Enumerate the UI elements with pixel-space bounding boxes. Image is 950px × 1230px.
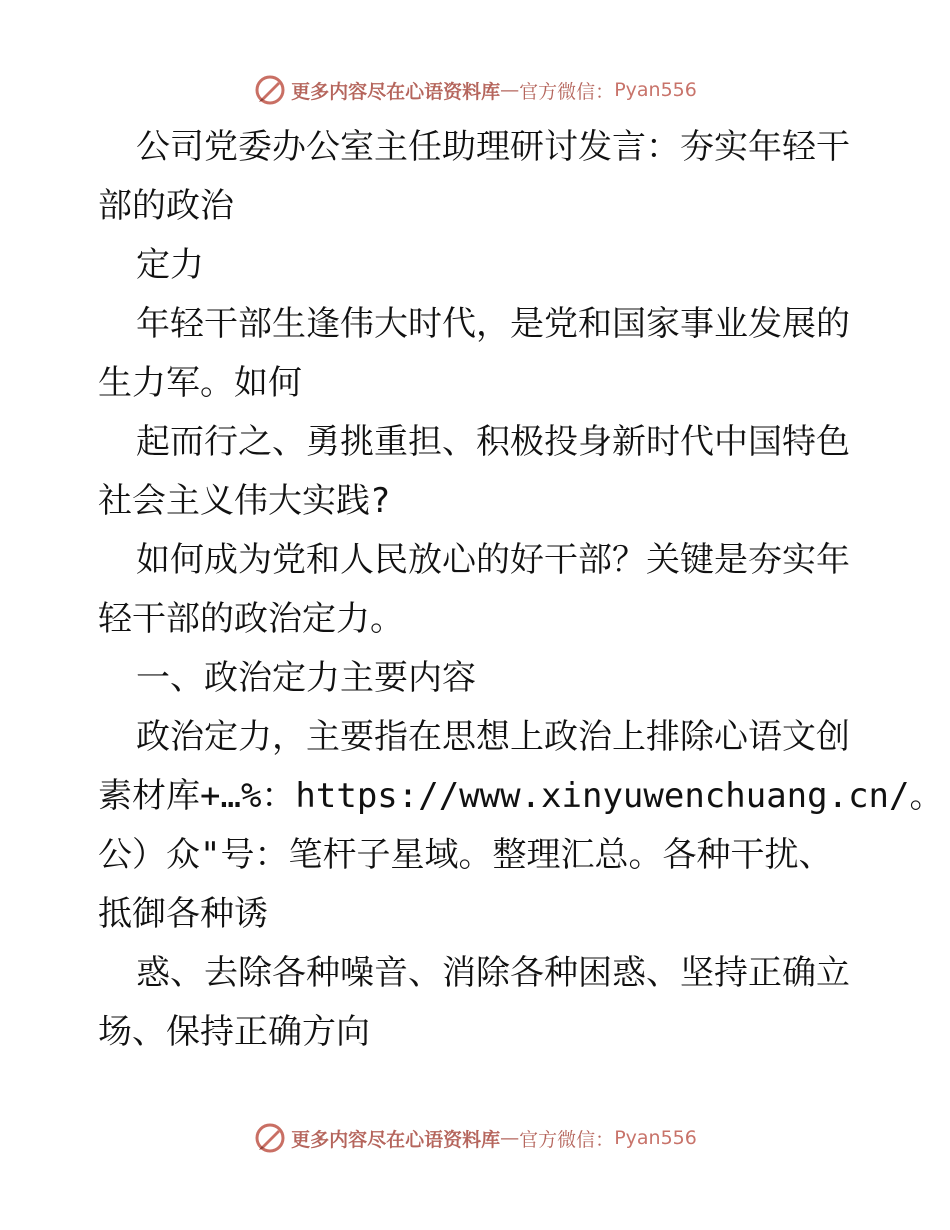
header-banner [0,70,950,110]
pen-logo-icon [253,1121,287,1155]
text-line: 部的政治 [98,186,234,226]
banner-wechat-id: Pyan556 [614,1127,697,1149]
text-line: 抵御各种诱 [98,894,268,934]
banner-wechat-label: 官方微信： [519,80,615,103]
section-heading: 一、政治定力主要内容 [136,658,476,698]
banner-wechat-id: Pyan556 [614,79,697,101]
text-line: 定力 [136,245,204,285]
banner-dash: — [500,1127,520,1149]
text-line: 生力军。如何 [98,363,302,403]
banner-site-text: 更多内容尽在心语资料库 [291,80,501,103]
banner-wechat-label: 官方微信： [519,1128,615,1151]
text-line: 素材库+…%：https://www.xinyuwenchuang.cn/。 [98,776,944,816]
text-line: 社会主义伟大实践? [98,481,391,521]
banner-dash: — [500,79,520,101]
text-line: 公）众"号：笔杆子星域。整理汇总。各种干扰、 [98,835,833,875]
text-line: 场、保持正确方向 [98,1012,370,1052]
text-line: 起而行之、勇挑重担、积极投身新时代中国特色 [136,422,850,462]
text-line: 政治定力，主要指在思想上政治上排除心语文创 [136,717,850,757]
text-line: 轻干部的政治定力。 [98,599,404,639]
banner-site-text: 更多内容尽在心语资料库 [291,1128,501,1151]
text-line: 年轻干部生逢伟大时代，是党和国家事业发展的 [136,304,850,344]
document-body [98,118,944,1062]
text-line: 公司党委办公室主任助理研讨发言：夯实年轻干 [136,127,850,167]
text-line: 惑、去除各种噪音、消除各种困惑、坚持正确立 [136,953,850,993]
footer-banner [0,1118,950,1158]
text-line: 如何成为党和人民放心的好干部？关键是夯实年 [136,540,850,580]
pen-logo-icon [253,73,287,107]
